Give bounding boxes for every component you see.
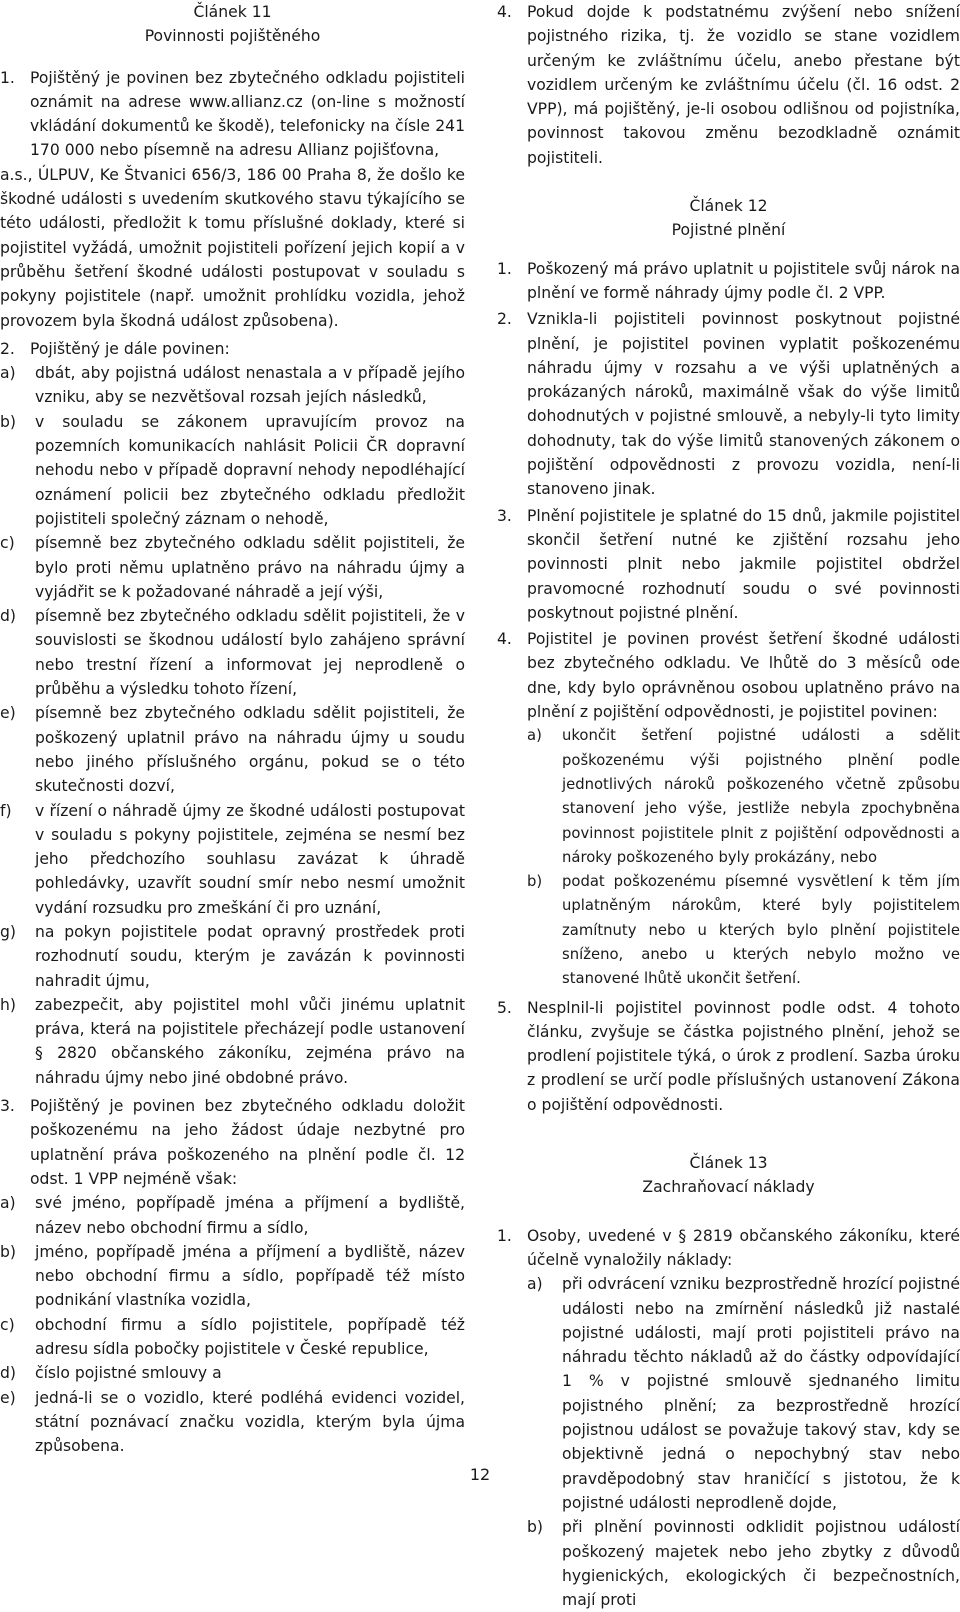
article-12-paragraph-5 (497, 996, 960, 1117)
paragraph-number: 5. (497, 998, 512, 1017)
paragraph-number: 2. (497, 310, 512, 329)
article-13-heading (497, 1151, 960, 1200)
paragraph-text: Pojištěný je povinen bez zbytečného odkladu pojistiteli oznámit na adrese www.allianz.cz (on-line s možností vkládání dokumentů ke škodě), telefonicky na čísle 241 170 000 nebo písemně na adresu Allianz pojišťovna, (30, 68, 465, 160)
article-12-paragraph (497, 307, 960, 501)
article-13-subtitle: Zachraňovací náklady (642, 1178, 815, 1197)
paragraph-text: Osoby, uvedené v § 2819 občanského zákoníku, které účelně vynaložily náklady: (527, 1226, 960, 1269)
list-item-letter: c) (0, 534, 15, 553)
list-item-letter: b) (527, 1518, 543, 1537)
list-item-letter: f) (0, 801, 12, 820)
article-12-title: Článek 12 (689, 197, 768, 216)
list-item-text: v souladu se zákonem upravujícím provoz na pozemních komunikacích nahlásit Policii ČR dopravní nehodu nebo v případě dopravní nehody nepodléhající oznámení policii bez zbytečného odkladu předložit pojistiteli společný záznam o nehodě, (35, 412, 465, 528)
list-item (0, 1361, 465, 1385)
list-item-text: podat poškozenému písemné vysvětlení k těm jím uplatněným nárokům, které byly pojistitelem zamítnuty nebo u kterých bylo plnění pojistitele sníženo, anebo u kterých nebylo možno ve stanovené lhůtě ukončit šetření. (562, 873, 960, 988)
list-item (0, 701, 465, 798)
list-item-letter: a) (527, 727, 542, 745)
list-item-text: v řízení o náhradě újmy ze škodné události postupovat v souladu s pokyny pojistitele, zejména se nesmí bez jeho předchozího souhlasu zavázat k úhradě pohledávky, uzavřít soudní smír nebo nesmí umožnit vydání rozsudku pro zmeškání či pro uznání, (35, 801, 465, 917)
paragraph-text: Poškozený má právo uplatnit u pojistitele svůj nárok na plnění ve formě náhrady újmy podle čl. 2 VPP. (527, 259, 960, 302)
list-item-text: písemně bez zbytečného odkladu sdělit pojistiteli, že bylo proti němu uplatněno právo na náhradu újmy a vyjádřit se k požadované náhradě a její výši, (35, 534, 465, 601)
paragraph-1-continuation: a.s., ÚLPUV, Ke Štvanici 656/3, 186 00 Praha 8, že došlo ke škodné události s uvedením skutkového stavu týkajícího se této události, předložit k tomu příslušné doklady, které si pojistitel vyžádá, umožnit pojistiteli pořízení jejich kopií a v průběhu šetření škodné události postupovat v souladu s pokyny pojistitele (např. umožnit prohlídku vozidla, jehož provozem byla škodná událost způsobena). (0, 165, 465, 330)
list-item-text: obchodní firmu a sídlo pojistitele, popřípadě též adresu sídla pobočky pojistitele v České republice, (35, 1315, 465, 1359)
list-item (527, 1515, 960, 1612)
paragraph-4 (497, 0, 960, 170)
right-column (497, 0, 960, 1612)
list-item-letter: a) (0, 364, 16, 383)
list-item-text: jméno, popřípadě jména a příjmení a bydliště, název nebo obchodní firmu a sídlo, popřípadě též místo podnikání vlastníka vozidla, (35, 1242, 465, 1310)
list-item-text: své jméno, popřípadě jména a příjmení a bydliště, název nebo obchodní firmu a sídlo, (35, 1194, 465, 1237)
article-13-title: Článek 13 (689, 1154, 768, 1173)
paragraph-number: 4. (497, 3, 512, 21)
list-item-letter: g) (0, 922, 16, 941)
article-12-paragraph-4 (497, 627, 960, 724)
list-item-letter: d) (0, 1364, 16, 1383)
list-item-letter: a) (527, 1275, 543, 1294)
list-item (0, 1191, 465, 1240)
list-item-letter: b) (0, 412, 16, 431)
list-item (0, 920, 465, 993)
list-item-text: jedná-li se o vozidlo, které podléhá evidenci vozidel, státní poznávací značku vozidla, kterým byla újma způsobena. (35, 1388, 465, 1456)
paragraph-text: Pojistitel je povinen provést šetření škodné události bez zbytečného odkladu. Ve lhůtě do 3 měsíců ode dne, kdy bylo oprávněnou osobou uplatněno právo na plnění z pojištění odpovědnosti, je pojistitel povinen: (527, 630, 960, 722)
list-item (0, 361, 465, 410)
list-item (0, 1240, 465, 1313)
list-item (0, 410, 465, 531)
list-item-letter: c) (0, 1315, 15, 1334)
list-item-text: písemně bez zbytečného odkladu sdělit pojistiteli, že v souvislosti se škodnou událostí bylo zahájeno správní nebo trestní řízení a informovat jej neprodleně o průběhu a výsledku tohoto řízení, (35, 607, 465, 699)
list-item-letter: a) (0, 1194, 16, 1213)
article-13-paragraph-1-list (527, 1272, 960, 1612)
list-item-letter: d) (0, 607, 16, 626)
paragraph-number: 1. (497, 1226, 512, 1245)
list-item (0, 604, 465, 701)
list-item-text: zabezpečit, aby pojistitel mohl vůči jinému uplatnit práva, která na pojistitele přecházejí podle ustanovení § 2820 občanského zákoníku, zejména právo na náhradu újmy nebo jiné obdobné právo. (35, 995, 465, 1087)
paragraph-1 (0, 66, 465, 163)
paragraph-text: Pojištěný je dále povinen: (30, 339, 230, 358)
article-13-paragraph-1 (497, 1224, 960, 1273)
article-11-title: Článek 11 (193, 3, 272, 21)
list-item (0, 1386, 465, 1459)
article-12-subtitle: Pojistné plnění (671, 221, 786, 240)
article-12-paragraph-4-list (527, 724, 960, 991)
list-item-text: na pokyn pojistitele podat opravný prostředek proti rozhodnutí soudu, kterým je zavázán k povinnosti nahradit újmu, (35, 922, 465, 990)
paragraph-text: Pojištěný je povinen bez zbytečného odkladu doložit poškozenému na jeho žádost údaje nezbytné pro uplatnění práva poškozeného na plnění podle čl. 12 odst. 1 VPP nejméně však: (30, 1097, 465, 1188)
list-item (527, 724, 960, 870)
list-item-letter: b) (527, 873, 543, 891)
paragraph-3-list (0, 1191, 465, 1458)
paragraph-text: Vznikla-li pojistiteli povinnost poskytnout pojistné plnění, je pojistitel povinen vyplatit poškozenému náhradu újmy v rozsahu a ve výši uplatněných a prokázaných nároků, maximálně však do výše limitů dohodnutých v pojistné smlouvě, a nebyly-li tyto limity dohodnuty, tak do výše limitů stanovených zákonem o pojištění odpovědnosti z provozu vozidla, není-li stanoveno jinak. (527, 310, 960, 499)
paragraph-2 (0, 337, 465, 361)
list-item-text: číslo pojistné smlouvy a (35, 1364, 222, 1383)
paragraph-2-list (0, 361, 465, 1090)
list-item (527, 870, 960, 991)
paragraph-number: 1. (497, 259, 512, 278)
article-11-heading (0, 0, 465, 49)
article-12-heading (497, 194, 960, 243)
list-item-letter: e) (0, 704, 16, 723)
list-item-text: písemně bez zbytečného odkladu sdělit pojistiteli, že poškozený uplatnil právo na náhradu újmy u soudu nebo jiného příslušného orgánu, pokud se o této skutečnosti dozví, (35, 704, 465, 796)
paragraph-text: Plnění pojistitele je splatné do 15 dnů, jakmile pojistitel skončil šetření nutné ke zjištění rozsahu jeho povinnosti plnit nebo jakmile pojistitel obdržel pravomocné rozhodnutí soudu o své povinnosti poskytnout pojistné plnění. (527, 506, 960, 622)
list-item (0, 1313, 465, 1362)
page-number: 12 (469, 1465, 491, 1484)
list-item-letter: e) (0, 1388, 16, 1407)
paragraph-number: 1. (0, 68, 15, 87)
list-item (0, 799, 465, 920)
paragraph-number: 4. (497, 630, 512, 649)
paragraph-3 (0, 1094, 465, 1191)
list-item-text: při odvrácení vzniku bezprostředně hrozící pojistné události nebo na zmírnění následků již nastalé pojistné události, mají proti pojistiteli právo na náhradu těchto nákladů až do částky odpovídající 1 % v pojistné smlouvě sjednaného limitu pojistného plnění; za bezprostředně hrozící pojistnou událost se považuje takový stav, kdy se objektivně jedná o nepochybný stav nebo pravděpodobný stav hraničící s jistotou, že k pojistné události neprodleně dojde, (562, 1275, 960, 1512)
paragraph-text: Nesplnil-li pojistitel povinnost podle odst. 4 tohoto článku, zvyšuje se částka pojistného plnění, jehož se prodlení pojistitele týká, o úrok z prodlení. Sazba úroku z prodlení se určí podle příslušných ustanovení Zákona o pojištění odpovědnosti. (527, 998, 960, 1114)
article-12-paragraph (497, 504, 960, 625)
list-item-text: dbát, aby pojistná událost nenastala a v případě jejího vzniku, aby se nezvětšoval rozsah jejích následků, (35, 364, 465, 407)
article-11-subtitle: Povinnosti pojištěného (144, 27, 321, 46)
list-item-text: při plnění povinnosti odklidit pojistnou událostí poškozený majetek nebo jeho zbytky z důvodů hygienických, ekologických či bezpečnostních, mají proti (562, 1518, 960, 1610)
list-item-text: ukončit šetření pojistné události a sdělit poškozenému výši pojistného plnění podle jednotlivých nároků poškozeného včetně způsobu stanovení jeho výše, jestliže nebyla zpochybněna povinnost pojistitele plnit z pojištění odpovědnosti a nároky poškozeného byly prokázány, nebo (562, 727, 960, 866)
list-item-letter: h) (0, 995, 16, 1014)
paragraph-number: 3. (497, 506, 512, 525)
article-12-paragraph (497, 257, 960, 306)
list-item (0, 531, 465, 604)
left-column (0, 0, 465, 1459)
paragraph-number: 2. (0, 339, 15, 358)
list-item-letter: b) (0, 1242, 16, 1261)
paragraph-number: 3. (0, 1097, 15, 1116)
paragraph-text: Pokud dojde k podstatnému zvýšení nebo snížení pojistného rizika, tj. že vozidlo se stane vozidlem určeným ke zvláštnímu účelu, anebo přestane být vozidlem určeným ke zvláštnímu účelu (čl. 16 odst. 2 VPP), má pojištěný, je-li osobou odlišnou od pojistníka, povinnost takovou změnu bezodkladně oznámit pojistiteli. (527, 3, 960, 167)
list-item (0, 993, 465, 1090)
